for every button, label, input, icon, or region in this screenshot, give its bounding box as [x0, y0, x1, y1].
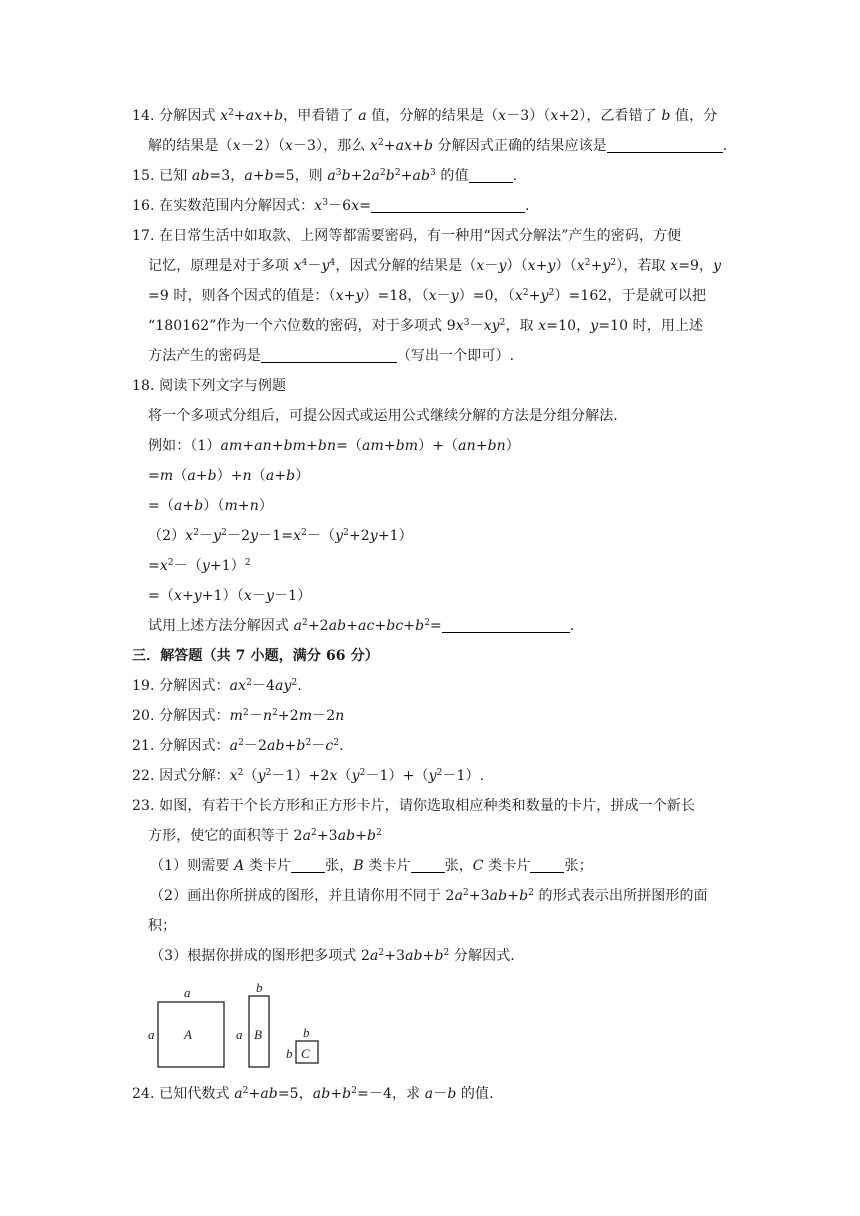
answer-blank[interactable] [411, 858, 445, 873]
q18-example-2: =m（a+b）+n（a+b） [148, 468, 310, 484]
q20-line: 20. 分解因式：$m^2-n^2+2m-2n$ [132, 708, 345, 724]
q18-example-1: 例如：（1）am+an+bm+bn=（am+bm）+（an+bn） [148, 438, 520, 454]
q17-line-3: =9 时，则各个因式的值是：（x+y）=18，（x－y）=0，$(x^2+y^2)=162$，于是就可以把 [148, 288, 707, 304]
card-b-name: B [254, 1027, 262, 1042]
q18-title: 18. 阅读下列文字与例题 [132, 378, 287, 394]
q16-line: 16. 在实数范围内分解因式：$x^3-6x=$ . [132, 198, 530, 214]
answer-blank[interactable] [530, 858, 564, 873]
q23-line-2: 方形，使它的面积等于 $2a^2+3ab+b^2$ [148, 828, 382, 844]
q19-line: 19. 分解因式：$ax^2-4ay^2$. [132, 678, 302, 694]
q14-line-1: 14. 分解因式 $x^2+ax+b$，甲看错了 a 值，分解的结果是（x－3）（x+2），乙看错了 b 值，分 [132, 108, 718, 124]
section-heading: 三．解答题（共 7 小题，满分 66 分） [132, 648, 379, 664]
card-c-name: C [301, 1046, 310, 1061]
q18-example-5: $=x^2-(y+1)^2$ [148, 558, 251, 574]
q17-line-1: 17. 在日常生活中如取款、上网等都需要密码，有一种用“因式分解法”产生的密码，方便 [132, 228, 682, 244]
q18-intro: 将一个多项式分组后，可提公因式或运用公式继续分解的方法是分组分解法. [148, 408, 618, 424]
answer-blank[interactable] [442, 618, 570, 633]
card-b-side-label: a [236, 1027, 243, 1042]
q18-example-3: =（a+b）（m+n） [148, 498, 273, 514]
q14-line-2: 解的结果是（x－2）（x－3），那么 $x^2+ax+b$ 分解因式正确的结果应该是 . [148, 138, 728, 154]
q17-line-2: 记忆，原理是对于多项 $x^4-y^4$，因式分解的结果是$(x-y)(x+y)(x^2+y^2)$，若取 x=9，y [148, 258, 722, 274]
q17-line-5: 方法产生的密码是 （写出一个即可）. [148, 348, 515, 364]
q18-example-6: =（x+y+1）（x－y－1） [148, 588, 312, 604]
card-c-top-label: b [303, 1025, 310, 1040]
answer-blank[interactable] [371, 198, 525, 213]
answer-blank[interactable] [261, 348, 397, 363]
q15-line: 15. 已知 ab=3，a+b=5，则 $a^3b+2a^2b^2+ab^3$ 的值 . [132, 168, 518, 184]
cards-figure [144, 982, 334, 1072]
card-a-side-label: a [148, 1027, 155, 1042]
q18-task: 试用上述方法分解因式 $a^2+2ab+ac+bc+b^2=$ . [148, 618, 575, 634]
q23-part-3: （3）根据你拼成的图形把多项式 $2a^2+3ab+b^2$ 分解因式. [150, 948, 515, 964]
q23-part-2-cont: 积； [148, 918, 177, 934]
q24-line: 24. 已知代数式 $a^2+ab=5$，$ab+b^2=-4$，求 a－b 的值. [132, 1086, 494, 1102]
q17-line-4: “180162”作为一个六位数的密码，对于多项式 $9x^3-xy^2$，取 x=10，y=10 时，用上述 [148, 318, 704, 334]
answer-blank[interactable] [469, 168, 513, 183]
q23-part-1: （1）则需要 A 类卡片 张，B 类卡片 张，C 类卡片 张； [150, 858, 593, 874]
answer-blank[interactable] [607, 138, 723, 153]
card-a-name: A [184, 1027, 192, 1042]
q18-example-4: $(2)x^2-y^2-2y-1=x^2-(y^2+2y+1)$ [148, 528, 413, 544]
card-c-side-label: b [286, 1046, 293, 1061]
q22-line: 22. 因式分解：$x^2(y^2-1)+2x(y^2-1)+(y^2-1)$. [132, 768, 485, 784]
card-b-top-label: b [256, 982, 263, 995]
q23-part-2: （2）画出你所拼成的图形，并且请你用不同于 $2a^2+3ab+b^2$ 的形式表示出所拼图形的面 [150, 888, 708, 904]
answer-blank[interactable] [291, 858, 325, 873]
card-a-top-label: a [184, 985, 191, 1000]
q21-line: 21. 分解因式：$a^2-2ab+b^2-c^2$. [132, 738, 344, 754]
q23-line-1: 23. 如图，有若干个长方形和正方形卡片，请你选取相应种类和数量的卡片，拼成一个新长 [132, 798, 695, 814]
